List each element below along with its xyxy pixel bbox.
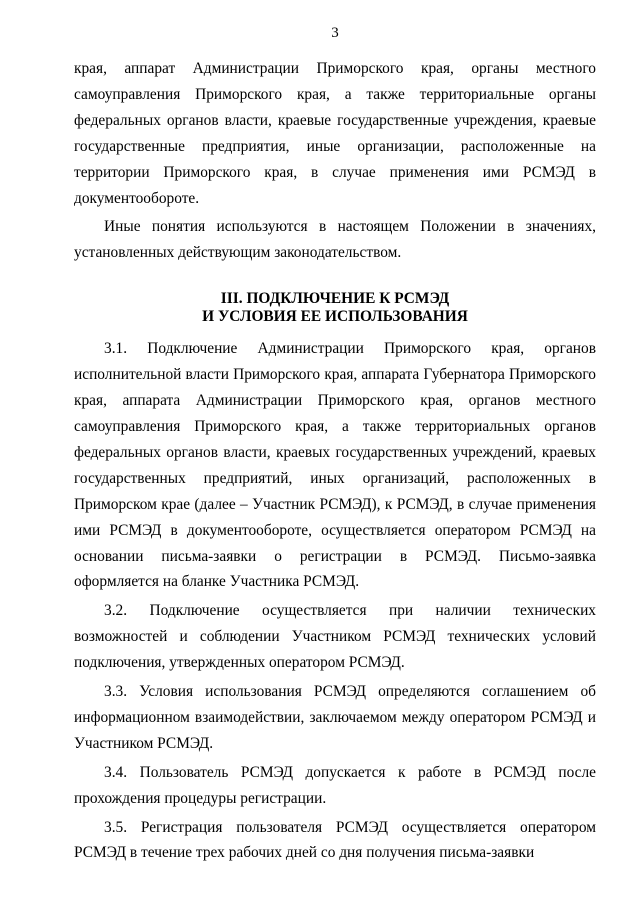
- page-number: 3: [331, 25, 339, 41]
- clause-3-4: 3.4. Пользователь РСМЭД допускается к работе в РСМЭД после прохождения процедуры регистрации.: [74, 763, 596, 807]
- clause-3-5: 3.5. Регистрация пользователя РСМЭД осуществляется оператором РСМЭД в течение трех рабочих дней со дня получения письма-заявки: [74, 818, 596, 862]
- intro-paragraph-definitions: Иные понятия используются в настоящем Положении в значениях, установленных действующим законодательством.: [74, 218, 596, 262]
- clause-3-1: 3.1. Подключение Администрации Приморского края, органов исполнительной власти Приморского края, аппарата Губернатора Приморского края, аппарата Администрации Приморского края, органов местного самоуправления Приморского края, а также территориальных органов федеральных органов власти, краевых государственных учреждений, краевых государственных предприятий, иных организаций, расположенных в Приморском крае (далее – Участник РСМЭД), к РСМЭД, в случае применения ими РСМЭД в документообороте, осуществляется оператором РСМЭД на основании письма-заявки о регистрации в РСМЭД. Письмо-заявка оформляется на бланке Участника РСМЭД.: [74, 340, 596, 591]
- clause-3-2: 3.2. Подключение осуществляется при наличии технических возможностей и соблюдении Участником РСМЭД технических условий подключения, утвержденных оператором РСМЭД.: [74, 602, 596, 672]
- intro-paragraph-continued: края, аппарат Администрации Приморского края, органы местного самоуправления Приморского края, а также территориальные органы федеральных органов власти, краевые государственные учреждения, краевые государственные предприятия, иные организации, расположенные на территории Приморского края, в случае применения ими РСМЭД в документообороте.: [74, 60, 596, 207]
- section-heading: [74, 290, 596, 326]
- section-heading-line-1: III. ПОДКЛЮЧЕНИЕ К РСМЭД: [220, 290, 450, 308]
- document-page: [74, 24, 596, 866]
- clause-3-3: 3.3. Условия использования РСМЭД определяются соглашением об информационном взаимодействии, заключаемом между оператором РСМЭД и Участником РСМЭД.: [74, 683, 596, 752]
- section-heading-line-2: И УСЛОВИЯ ЕЕ ИСПОЛЬЗОВАНИЯ: [202, 308, 468, 326]
